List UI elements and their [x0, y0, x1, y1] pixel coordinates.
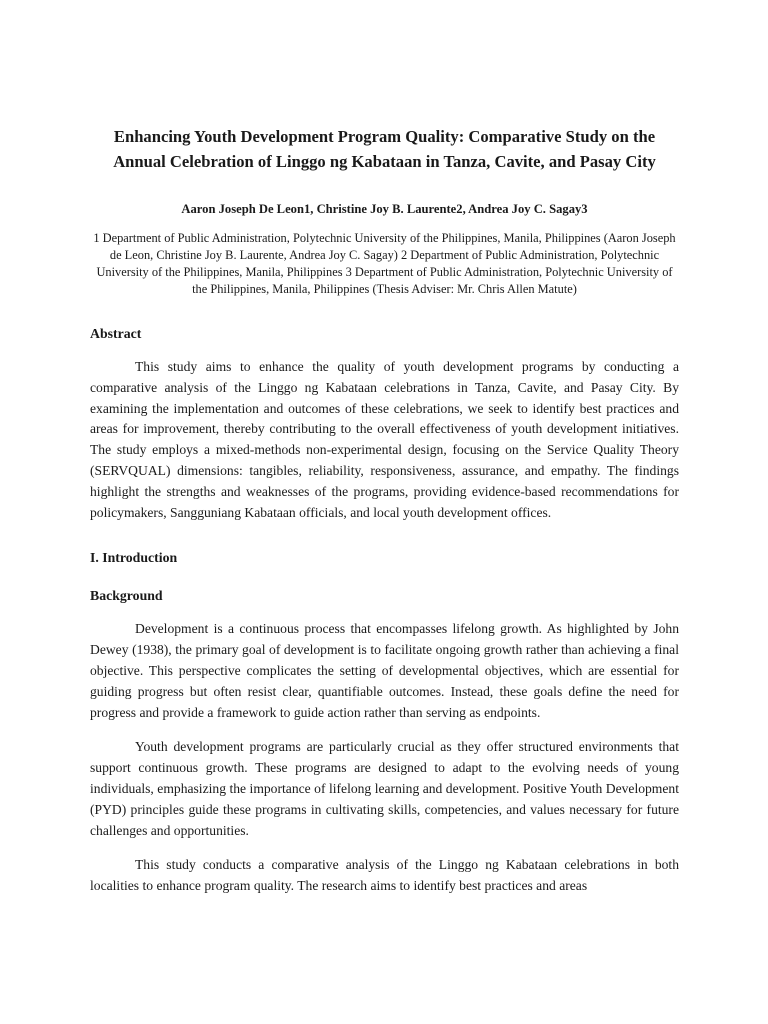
body-paragraph: This study conducts a comparative analysis of the Linggo ng Kabataan celebrations in both localities to enhance program quality. The research aims to identify best practices and areas [90, 857, 679, 894]
author-list: Aaron Joseph De Leon1, Christine Joy B. Laurente2, Andrea Joy C. Sagay3 [181, 202, 588, 216]
abstract-heading: Abstract [90, 326, 142, 341]
paper-title: Enhancing Youth Development Program Quality: Comparative Study on the Annual Celebration of Linggo ng Kabataan in Tanza, Cavite, and Pasay City [113, 127, 656, 171]
introduction-heading: I. Introduction [90, 550, 178, 566]
body-paragraph: Development is a continuous process that encompasses lifelong growth. As highlighted by John Dewey (1938), the primary goal of development is to facilitate ongoing growth rather than achieving a final objective. This perspective complicates the setting of developmental objectives, which are essential for guiding progress but often resist clear, quantifiable outcomes. Instead, these goals define the need for progress and provide a framework to guide action rather than serving as endpoints. [90, 621, 679, 720]
abstract-text: This study aims to enhance the quality of youth development programs by conducting a comparative analysis of the Linggo ng Kabataan celebrations in Tanza, Cavite, and Pasay City. By examining the implementation and outcomes of these celebrations, we seek to identify best practices and areas for improvement, thereby contributing to the overall effectiveness of youth development initiatives. The study employs a mixed-methods non-experimental design, focusing on the Service Quality Theory (SERVQUAL) dimensions: tangibles, reliability, responsiveness, assurance, and empathy. The findings highlight the strengths and weaknesses of the programs, providing evidence-based recommendations for policymakers, Sangguniang Kabataan officials, and local youth development offices. [90, 359, 679, 520]
author-affiliations: 1 Department of Public Administration, Polytechnic University of the Philippines, Manila, Philippines (Aaron Joseph de Leon, Christine Joy B. Laurente, Andrea Joy C. Sagay) 2 Department of Public Administration, Polytechnic University of the Philippines, Manila, Philippines 3 Department of Public Administration, Polytechnic University of the Philippines, Manila, Philippines (Thesis Adviser: Mr. Chris Allen Matute) [93, 231, 676, 296]
body-paragraph: Youth development programs are particularly crucial as they offer structured environments that support continuous growth. These programs are designed to adapt to the evolving needs of young individuals, emphasizing the importance of lifelong learning and development. Positive Youth Development (PYD) principles guide these programs in cultivating skills, competencies, and values necessary for future challenges and opportunities. [90, 739, 679, 838]
paper-page [90, 124, 679, 897]
background-subheading: Background [90, 588, 163, 604]
